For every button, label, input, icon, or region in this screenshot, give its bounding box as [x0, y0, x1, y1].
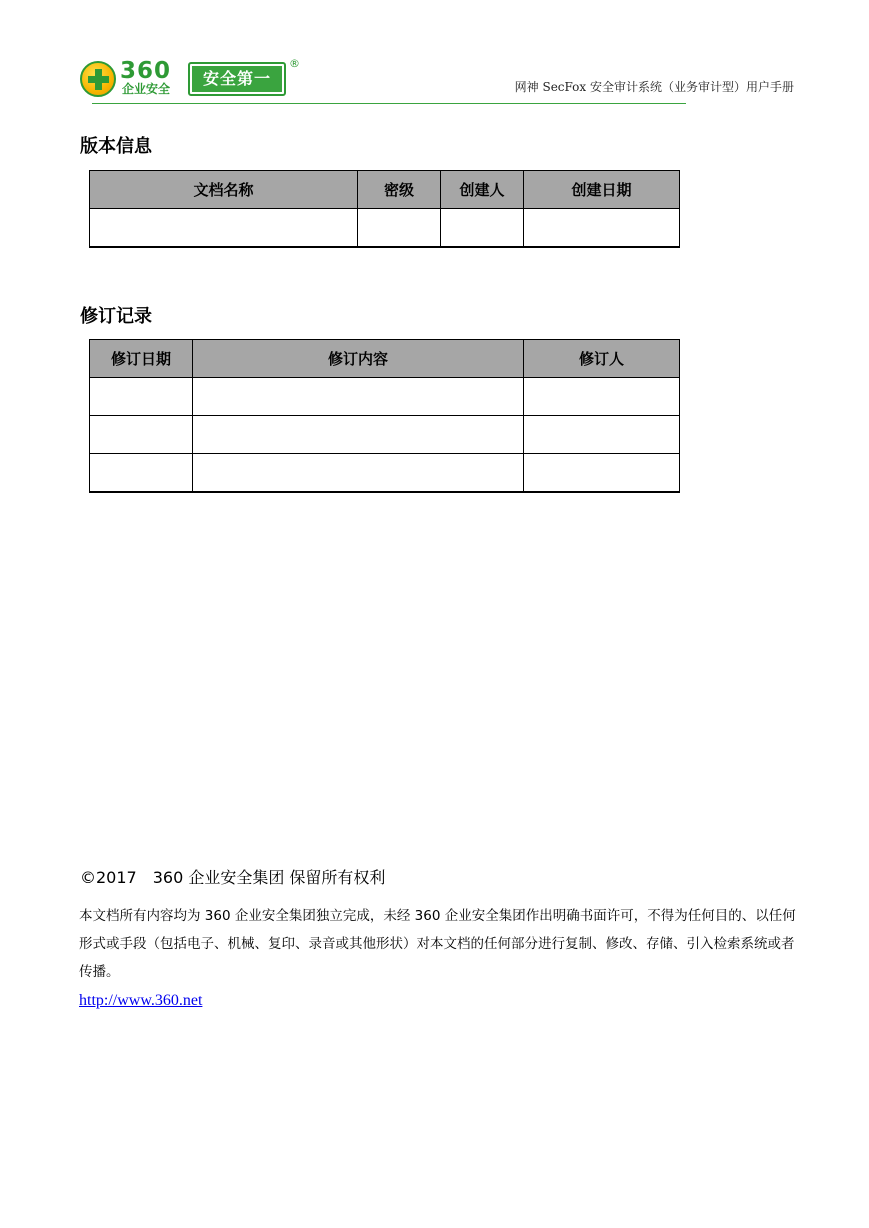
- table-row: [90, 378, 680, 416]
- copyright-line: ©2017 360 企业安全集团 保留所有权利: [80, 868, 386, 887]
- revision-log-table: [89, 339, 680, 493]
- version-info-table: [89, 170, 680, 248]
- column-header-creator: 创建人: [441, 171, 524, 209]
- table-cell: [90, 454, 193, 493]
- table-cell: [524, 209, 680, 248]
- logo-number: 360: [120, 58, 172, 84]
- document-header-title: 网神 SecFox 安全审计系统（业务审计型）用户手册: [514, 80, 794, 94]
- column-header-revision-content: 修订内容: [193, 340, 524, 378]
- logo-badge-text: 安全第一: [192, 66, 282, 92]
- revision-log-heading: 修订记录: [80, 306, 152, 327]
- table-cell: [524, 454, 680, 493]
- logo-subtitle: 企业安全: [122, 82, 171, 96]
- table-cell: [358, 209, 441, 248]
- table-cell: [193, 378, 524, 416]
- copyright-notice: 本文档所有内容均为 360 企业安全集团独立完成，未经 360 企业安全集团作出明确书面许可，不得为任何目的、以任何形式或手段（包括电子、机械、复印、录音或其他形状）对本文档的任何部分进行复制、修改、存储、引入检索系统或者传播。: [79, 908, 796, 980]
- table-cell: [90, 416, 193, 454]
- column-header-classification: 密级: [358, 171, 441, 209]
- table-cell: [193, 416, 524, 454]
- table-cell: [441, 209, 524, 248]
- logo-badge: [188, 62, 286, 96]
- table-cell: [90, 378, 193, 416]
- plus-circle-icon: [80, 61, 116, 97]
- company-logo: [80, 57, 302, 100]
- column-header-doc-name: 文档名称: [90, 171, 358, 209]
- column-header-reviser: 修订人: [524, 340, 680, 378]
- column-header-revision-date: 修订日期: [90, 340, 193, 378]
- table-row: [90, 454, 680, 493]
- table-cell: [193, 454, 524, 493]
- header-divider: [92, 103, 686, 104]
- table-header-row: [90, 340, 680, 378]
- version-info-heading: 版本信息: [80, 136, 152, 157]
- table-cell: [524, 378, 680, 416]
- column-header-create-date: 创建日期: [524, 171, 680, 209]
- table-cell: [524, 416, 680, 454]
- table-header-row: [90, 171, 680, 209]
- website-link[interactable]: http://www.360.net: [79, 992, 203, 1009]
- registered-mark: ®: [289, 57, 300, 70]
- table-row: [90, 209, 680, 248]
- table-row: [90, 416, 680, 454]
- table-cell: [90, 209, 358, 248]
